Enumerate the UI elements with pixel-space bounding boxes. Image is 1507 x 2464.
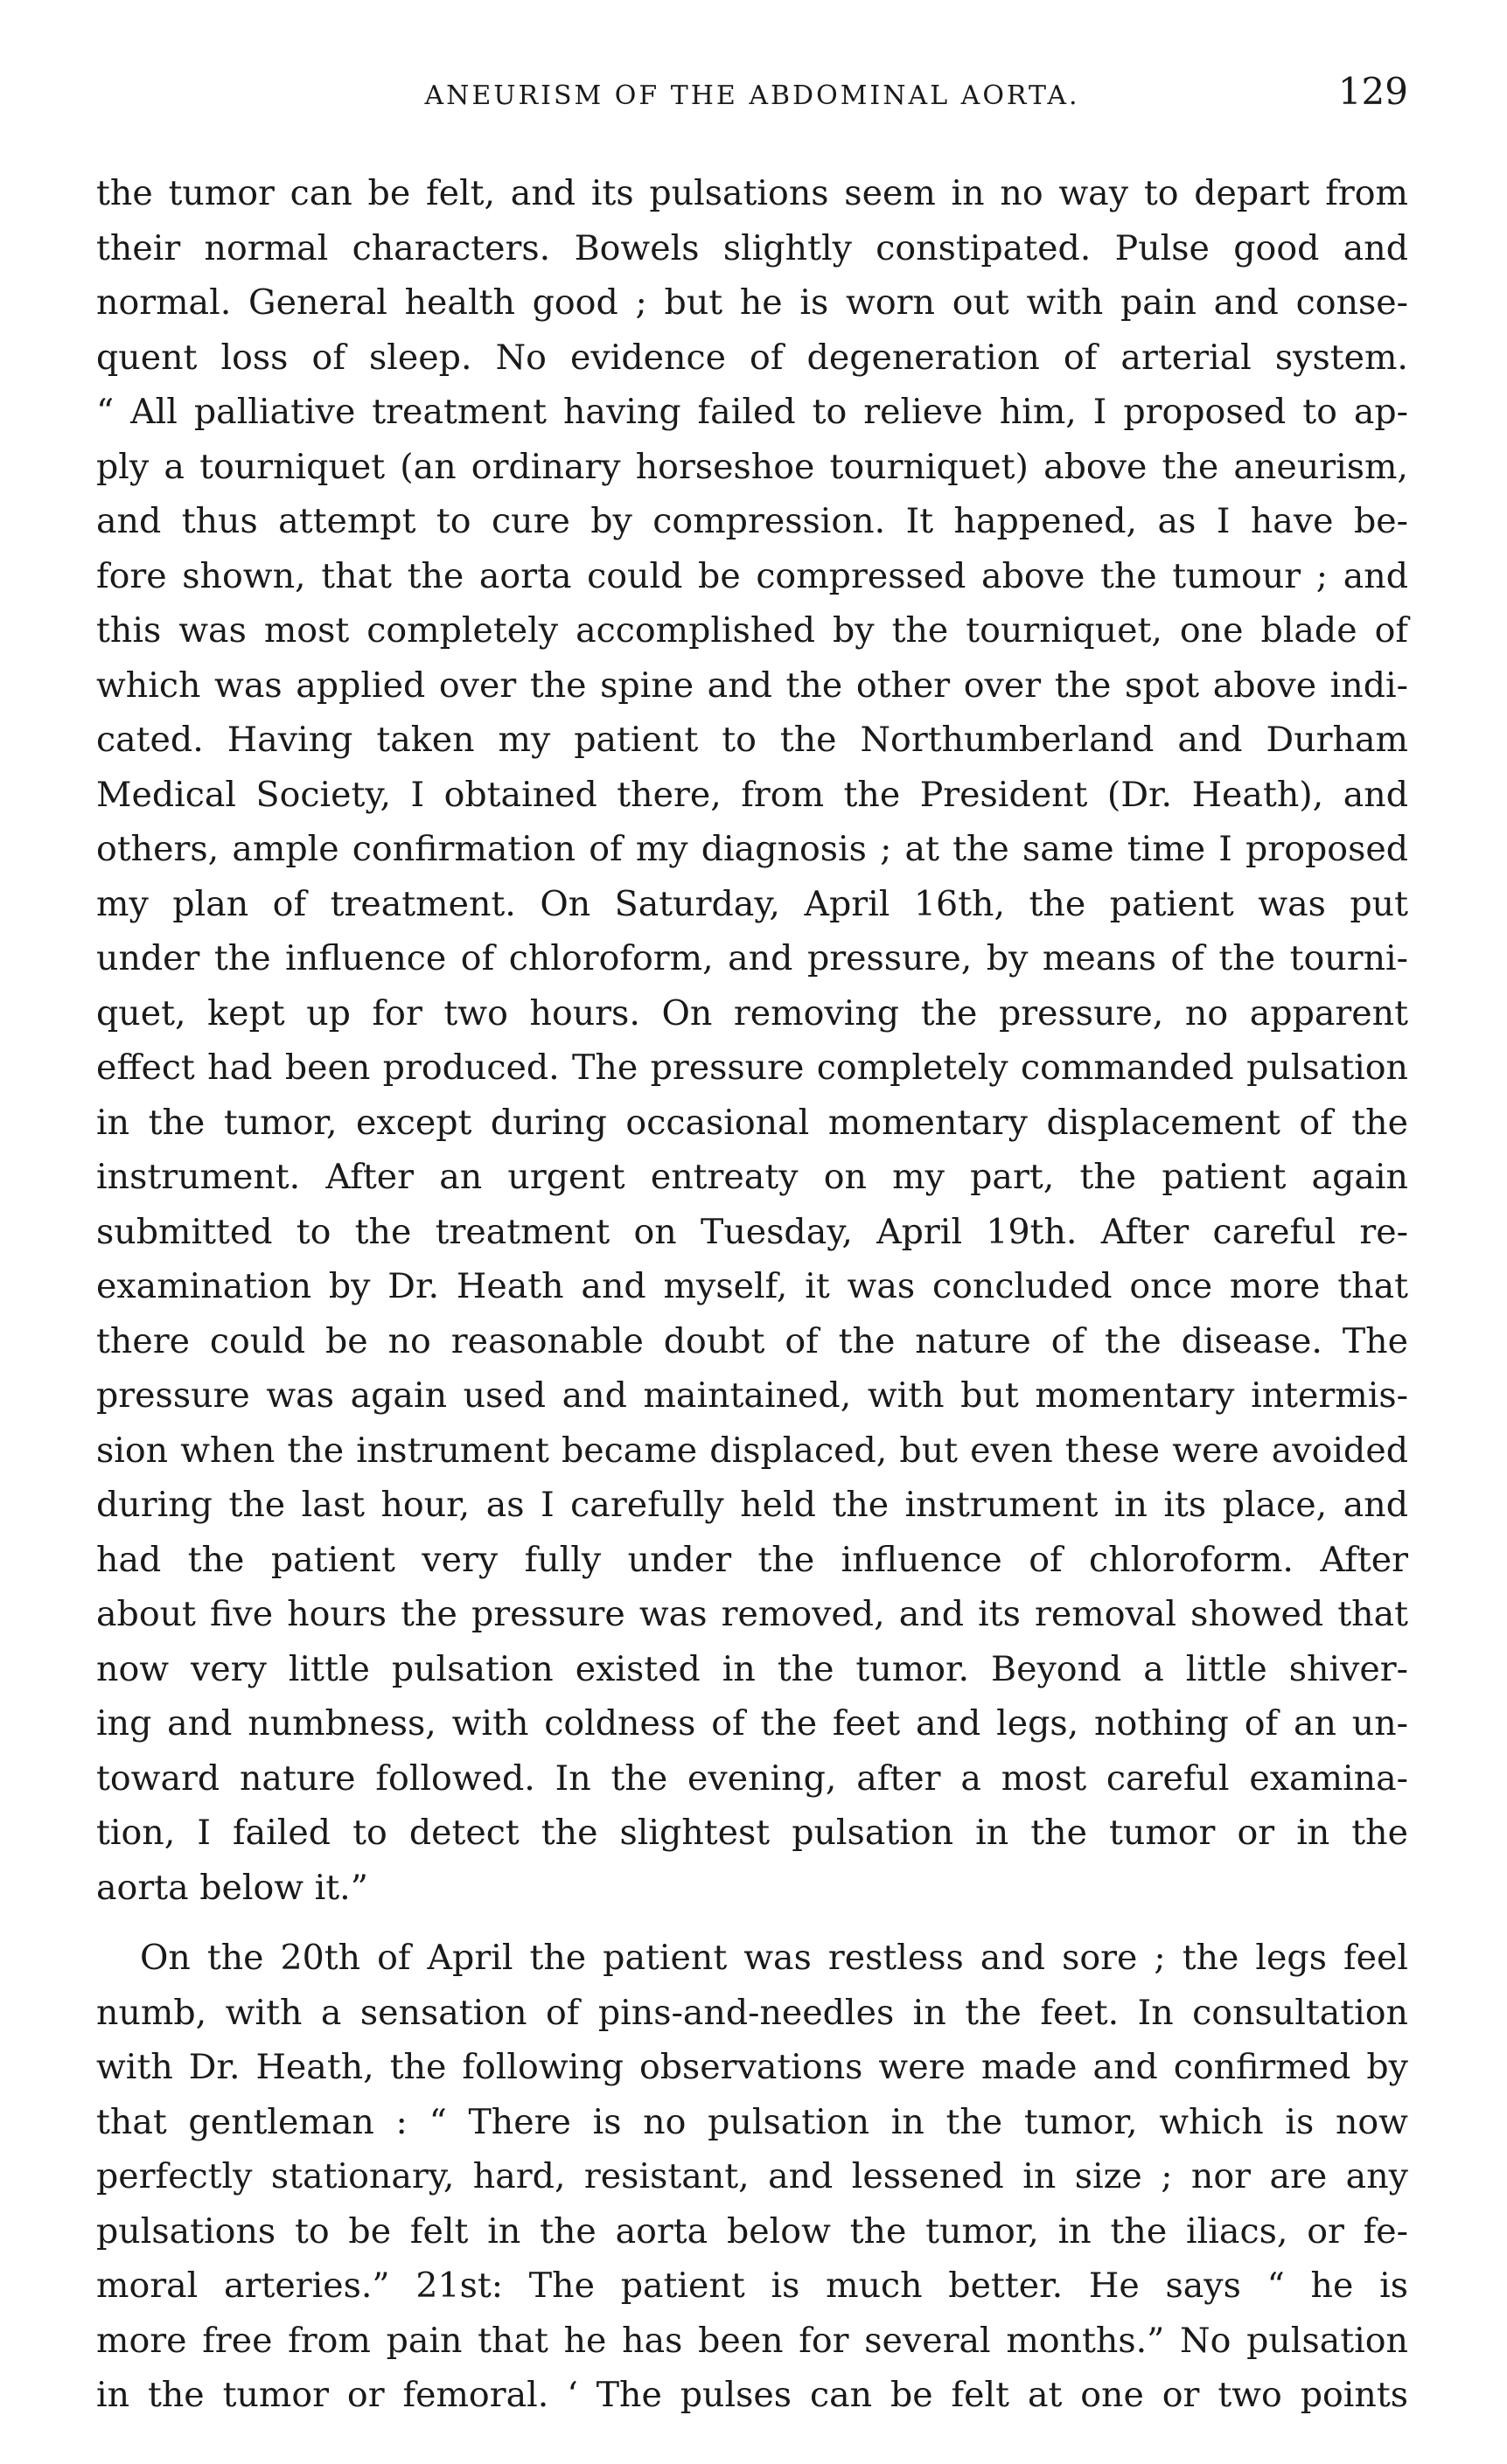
text-line: fore shown, that the aorta could be compressed above the tumour ; and [96,555,1408,596]
paragraph-gap [96,1915,1408,1931]
text-line: in the tumor or femoral. ‘ The pulses can be felt at one or two points [96,2375,1408,2415]
page-number: 129 [1337,70,1408,113]
running-title: ANEURISM OF THE ABDOMINAL AORTA. [424,80,1080,111]
text-line: under the influence of chloroform, and pressure, by means of the tourni- [96,938,1408,978]
text-line: in the tumor, except during occasional momentary displacement of the [96,1102,1408,1143]
text-line: quent loss of sleep. No evidence of degeneration of arterial system. [96,337,1408,378]
text-line: there could be no reasonable doubt of the nature of the disease. The [96,1320,1408,1361]
text-line: that gentleman : “ There is no pulsation in the tumor, which is now [96,2101,1408,2142]
text-line: sion when the instrument became displaced, but even these were avoided [96,1430,1408,1471]
text-line: Medical Society, I obtained there, from the President (Dr. Heath), and [96,774,1408,815]
text-line: about five hours the pressure was removed, and its removal showed that [96,1594,1408,1634]
text-line: others, ample confirmation of my diagnosis ; at the same time I proposed [96,829,1408,869]
text-line: with Dr. Heath, the following observations were made and confirmed by [96,2047,1408,2087]
text-line: On the 20th of April the patient was restless and sore ; the legs feel [140,1938,1408,1978]
text-line: cated. Having taken my patient to the Northumberland and Durham [96,720,1408,760]
text-line: now very little pulsation existed in the tumor. Beyond a little shiver- [96,1648,1408,1689]
text-line: examination by Dr. Heath and myself, it was concluded once more that [96,1266,1408,1306]
text-line: had the patient very fully under the influence of chloroform. After [96,1539,1408,1580]
body-text [96,166,1408,2423]
text-line: moral arteries.” 21st: The patient is much better. He says “ he is [96,2266,1408,2306]
book-page [96,52,1408,2431]
text-line: which was applied over the spine and the other over the spot above indi- [96,665,1408,706]
text-line: effect had been produced. The pressure completely commanded pulsation [96,1048,1408,1088]
text-line: more free from pain that he has been for several months.” No pulsation [96,2320,1408,2361]
paragraph [96,1931,1408,2423]
text-line: instrument. After an urgent entreaty on my part, the patient again [96,1157,1408,1197]
text-line: submitted to the treatment on Tuesday, April 19th. After careful re- [96,1211,1408,1252]
text-line: tion, I failed to detect the slightest pulsation in the tumor or in the [96,1813,1408,1853]
text-line: “ All palliative treatment having failed to relieve him, I proposed to ap- [96,392,1408,432]
text-line: ply a tourniquet (an ordinary horseshoe tourniquet) above the aneurism, [96,446,1408,487]
text-line: their normal characters. Bowels slightly constipated. Pulse good and [96,227,1408,268]
text-line: during the last hour, as I carefully held the instrument in its place, and [96,1485,1408,1525]
text-line: normal. General health good ; but he is worn out with pain and conse- [96,282,1408,323]
text-line: toward nature followed. In the evening, after a most careful examina- [96,1758,1408,1799]
text-line: this was most completely accomplished by the tourniquet, one blade of [96,610,1408,651]
text-line: pulsations to be felt in the aorta below the tumor, in the iliacs, or fe- [96,2210,1408,2252]
text-line: quet, kept up for two hours. On removing the pressure, no apparent [96,992,1408,1034]
text-line: the tumor can be felt, and its pulsations seem in no way to depart from [96,173,1408,213]
text-line: and thus attempt to cure by compression. It happened, as I have be- [96,501,1408,541]
text-line: ing and numbness, with coldness of the feet and legs, nothing of an un- [96,1703,1408,1744]
text-line: numb, with a sensation of pins-and-needles in the feet. In consultation [96,1992,1408,2033]
text-line: my plan of treatment. On Saturday, April 16th, the patient was put [96,883,1408,924]
text-line: pressure was again used and maintained, with but momentary intermis- [96,1375,1408,1416]
paragraph [96,166,1408,1915]
text-line: aorta below it.” [96,1867,368,1908]
running-head [96,70,1408,140]
text-line: perfectly stationary, hard, resistant, and lessened in size ; nor are any [96,2156,1408,2196]
